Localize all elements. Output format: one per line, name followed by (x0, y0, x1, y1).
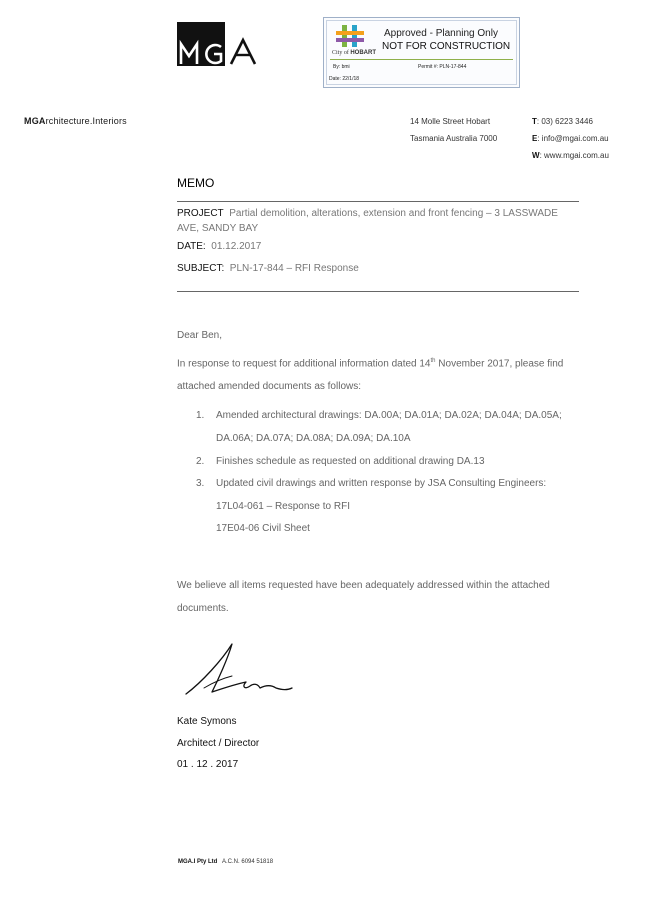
list-item-text: DA.06A; DA.07A; DA.08A; DA.09A; DA.10A (216, 433, 411, 444)
list-item-text: 17L04-061 – Response to RFI (216, 501, 350, 512)
intro-line-2: attached amended documents as follows: (177, 381, 361, 392)
intro-line-1: In response to request for additional information dated 14th November 2017, please find (177, 358, 564, 370)
stamp-date: Date: 22/1/18 (329, 76, 360, 82)
memo-date: DATE: 01.12.2017 (177, 241, 262, 252)
memo-top-rule (177, 201, 579, 202)
contact-email: E: info@mgai.com.au (532, 134, 609, 143)
signatory-date: 01 . 12 . 2017 (177, 759, 239, 770)
list-item-number: 3. (196, 478, 205, 489)
closing-line-2: documents. (177, 603, 229, 614)
memo-project: PROJECT Partial demolition, alterations, extension and front fencing – 3 LASSWADE AVE, SANDY BAY (177, 208, 558, 234)
list-item-text: Finishes schedule as requested on additional drawing DA.13 (216, 456, 485, 467)
footer-company: MGA.I Pty Ltd A.C.N. 6094 51818 (178, 859, 274, 865)
list-item-number: 2. (196, 456, 205, 467)
address-line-1: 14 Molle Street Hobart (410, 117, 491, 126)
memo-subject: SUBJECT: PLN-17-844 – RFI Response (177, 263, 359, 274)
memo-bottom-rule (177, 291, 579, 292)
signatory-name: Kate Symons (177, 716, 237, 727)
approval-stamp (323, 17, 520, 88)
stamp-permit: Permit #: PLN-17-844 (418, 64, 467, 70)
list-item-text: Updated civil drawings and written response by JSA Consulting Engineers: (216, 478, 547, 489)
contact-phone: T: 03) 6223 3446 (532, 117, 593, 126)
handwritten-signature (184, 642, 294, 698)
memo-title: MEMO (177, 176, 215, 190)
stamp-approved-text: Approved - Planning Only (384, 28, 498, 39)
contact-web: W: www.mgai.com.au (532, 151, 609, 160)
mga-logo-mark (177, 22, 259, 66)
stamp-by: By: bmi (333, 64, 350, 70)
signatory-role: Architect / Director (177, 738, 260, 749)
closing-line-1: We believe all items requested have been adequately addressed within the attached (177, 580, 550, 591)
list-item-text: Amended architectural drawings: DA.00A; DA.01A; DA.02A; DA.04A; DA.05A; (216, 410, 562, 421)
list-item-number: 1. (196, 410, 205, 421)
mga-logo (177, 22, 259, 66)
greeting: Dear Ben, (177, 330, 223, 341)
list-item-text: 17E04-06 Civil Sheet (216, 523, 310, 534)
city-of-hobart-crest-icon (334, 24, 366, 48)
stamp-city-name: City of HOBART (332, 50, 377, 56)
address-line-2: Tasmania Australia 7000 (410, 134, 498, 143)
signature-icon (184, 642, 294, 698)
stamp-not-for-construction: NOT FOR CONSTRUCTION (382, 41, 511, 52)
brand-name: MGArchitecture.Interiors (24, 116, 127, 126)
